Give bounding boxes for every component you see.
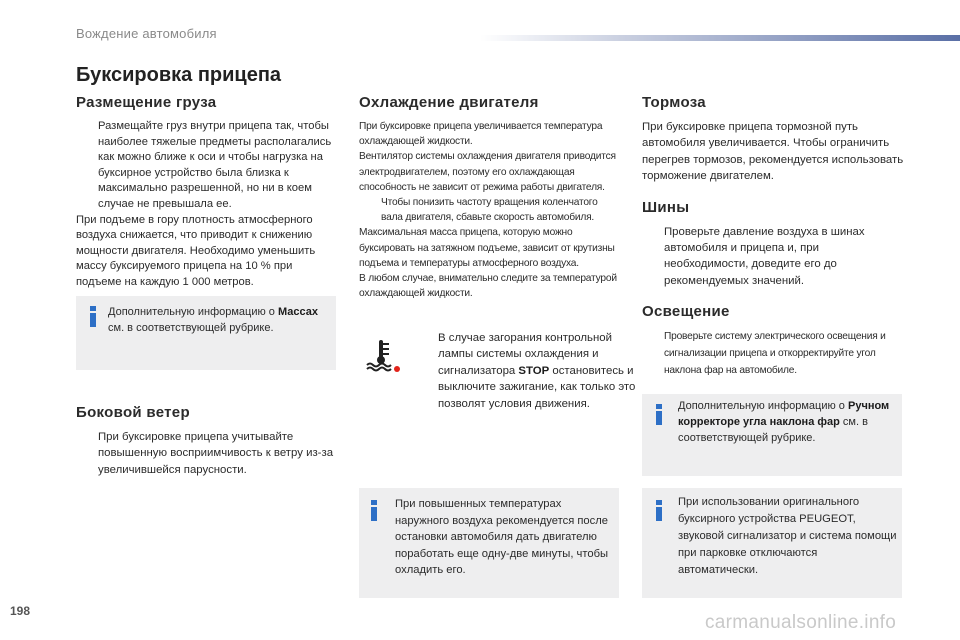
info-text: Дополнительную информацию о Ручном корректоре угла наклона фар см. в соответствующей рубрике.: [678, 400, 890, 444]
column-left: [76, 94, 338, 291]
cooling-para3: Максимальная масса прицепа, которую можно буксировать на затяжном подъеме, зависит от крутизны подъема и температуры атмосферного воздуха.: [359, 227, 615, 269]
info-icon: [656, 404, 662, 425]
cargo-bullet: Размещайте груз внутри прицепа так, чтобы наиболее тяжелые предметы располагались как можно ближе к оси и чтобы нагрузка на буксирное устройство была близка к максимально разрешенной, но ни в коем случае не превышала ее.: [98, 120, 332, 210]
cargo-para: При подъеме в гору плотность атмосферного воздуха снижается, что приводит к снижению мощности двигателя. Необходимо уменьшить массу буксируемого прицепа на 10 % при подъеме на каждую 1 000 метров.: [76, 213, 316, 288]
info-box-high-temperature: [359, 488, 619, 598]
cargo-heading: Размещение груза: [76, 94, 217, 111]
info-text: При использовании оригинального буксирного устройства PEUGEOT, звуковой сигнализатор и система помощи при парковке отключаются автоматически.: [678, 496, 897, 576]
info-icon: [90, 306, 96, 327]
cooling-warning-bullet: В случае загорания контрольной лампы системы охлаждения и сигнализатора STOP остановитесь и выключите зажигание, как только это позволят условия движения.: [438, 332, 636, 410]
cooling-para1: При буксировке прицепа увеличивается температура охлаждающей жидкости.: [359, 121, 603, 148]
cooling-para2: Вентилятор системы охлаждения двигателя приводится электродвигателем, поэтому его охлаждающая способность не зависит от режима работы двигателя.: [359, 151, 616, 193]
info-text: При повышенных температурах наружного воздуха рекомендуется после остановки автомобиля дать двигателю поработать еще одну-две минуты, чтобы охладить его.: [395, 498, 609, 577]
page-number: 198: [10, 604, 31, 618]
wind-section: [76, 404, 338, 478]
column-middle: [359, 94, 621, 301]
info-box-masses: [76, 296, 336, 370]
wind-bullet: При буксировке прицепа учитывайте повышенную восприимчивость к ветру из-за увеличившейся парусности.: [98, 431, 334, 476]
info-icon: [371, 500, 377, 521]
column-right: [642, 94, 904, 379]
lights-bullet: Проверьте систему электрического освещения и сигнализации прицепа и откорректируйте угол наклона фар на автомобиле.: [664, 331, 886, 377]
lights-heading: Освещение: [642, 303, 730, 321]
cooling-heading: Охлаждение двигателя: [359, 94, 539, 111]
watermark: carmanualsonline.info: [705, 612, 897, 633]
brakes-heading: Тормоза: [642, 94, 706, 111]
info-text: Дополнительную информацию о Массах см. в соответствующей рубрике.: [108, 306, 319, 334]
tires-heading: Шины: [642, 198, 690, 216]
info-box-towbar: [642, 488, 902, 598]
tires-bullet: Проверьте давление воздуха в шинах автомобиля и прицепа и, при необходимости, доведите его до рекомендуемых значений.: [664, 225, 865, 287]
header-bar: [480, 35, 960, 41]
brakes-para: При буксировке прицепа тормозной путь автомобиля увеличивается. Чтобы ограничить перегрев тормозов, рекомендуется использовать торможение двигателем.: [642, 121, 904, 183]
section-header: Вождение автомобиля: [76, 26, 217, 41]
cooling-bullet: Чтобы понизить частоту вращения коленчатого вала двигателя, сбавьте скорость автомобиля.: [381, 197, 598, 224]
cooling-para4: В любом случае, внимательно следите за температурой охлаждающей жидкости.: [359, 273, 617, 300]
coolant-temperature-warning-icon: [364, 338, 404, 372]
info-box-headlamp: [642, 394, 902, 476]
info-icon: [656, 500, 662, 521]
wind-heading: Боковой ветер: [76, 404, 190, 421]
page-title: Буксировка прицепа: [76, 64, 282, 86]
